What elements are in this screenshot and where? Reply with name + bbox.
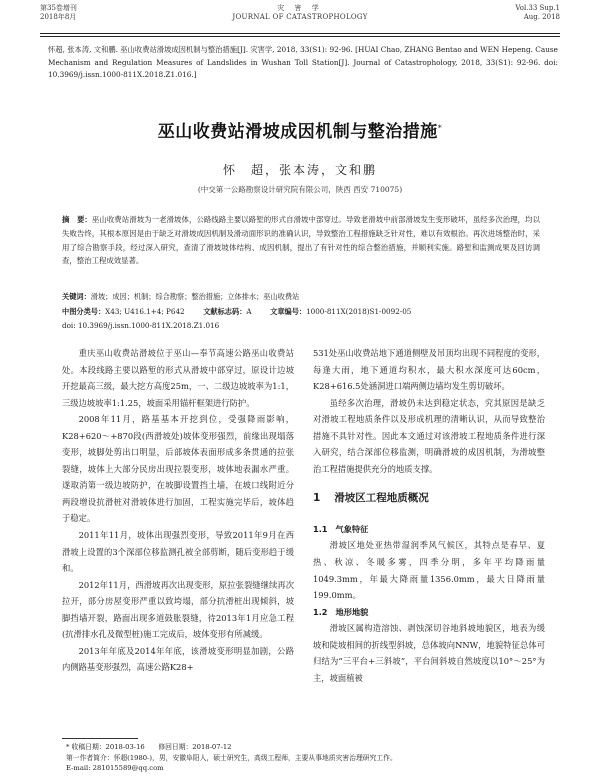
subsection-title: 气象特征 <box>335 523 369 534</box>
body-column-left <box>62 345 294 676</box>
header-journal-cn: 灾 害 学 <box>277 4 323 12</box>
body-paragraph: 2008年11月，路基基本开挖到位，受强降雨影响，K28+620～+870段(西滑坡处)坡体变形强烈，前缘出现塌落变形，坡脚处剪出口明显，后部坡体表面形成多条贯通的拉张裂缝，坡体上大部分民房出现拉裂变形，坡体地表漏水严重。遂取消第一级边坡防护，在坡脚设置挡土墙，在坡口线附近分两段增设抗滑桩对滑坡体进行加固，工程实施完毕后，坡体趋于稳定。 <box>62 414 294 524</box>
footnote-email: E-mail: 281015589@qq.com <box>66 764 164 772</box>
body-column-right <box>313 345 545 686</box>
body-paragraph: 滑坡区属构造溶蚀、剥蚀深切谷地斜坡地貌区，地表为缓坡和陡坡相间的折线型斜坡，总体坡向NNW，地貌特征总体可归结为“三平台+三斜坡”，平台间斜坡自然坡度以10°～25°为主，坡面植被 <box>313 623 545 683</box>
abstract <box>62 213 540 268</box>
body-paragraph: 2012年11月，西滑坡再次出现变形，原拉张裂缝继续再次拉开，部分房屋变形严重以致垮塌，部分抗滑桩出现倾斜，坡脚挡墙开裂，路面出现多道鼓胀裂缝，待2013年1月应急工程(抗滑排水孔及微型桩)施工完成后，坡体变形有所减缓。 <box>62 579 294 640</box>
article-title-text: 巫山收费站滑坡成因机制与整治措施 <box>157 122 438 142</box>
doi-line <box>62 321 540 331</box>
subsection-heading <box>313 604 545 621</box>
header-date: 2018年8月 <box>40 13 77 21</box>
section-heading <box>313 490 545 507</box>
affiliation: (中交第一公路勘察设计研究院有限公司，陕西 西安 710075) <box>197 185 403 194</box>
header-date-en: Aug. 2018 <box>523 13 560 21</box>
subsection-number: 1.2 <box>313 606 328 617</box>
keywords-text: 滑坡；成因；机制；综合勘察；整治措施；立体排水；巫山收费站 <box>90 292 300 301</box>
footnote-rule <box>62 738 138 739</box>
footnote-author-bio: 第一作者简介：怀超(1980-)，男，安徽阜阳人，硕士研究生，高级工程师，主要从事地质灾害治理研究工作。 <box>66 753 397 762</box>
clc-label: 中图分类号： <box>62 307 106 316</box>
header-volume: 第35卷增刊 <box>40 4 77 12</box>
header-vol-en: Vol.33 Sup.1 <box>515 4 560 12</box>
header-vol-en-block <box>515 4 560 22</box>
abstract-label: 摘 要： <box>62 215 92 224</box>
article-number-value: 1000-811X(2018)S1-0092-05 <box>306 307 412 316</box>
header-rule <box>40 33 560 34</box>
citation-block: 怀超, 张本涛, 文和鹏. 巫山收费站滑坡成因机制与整治措施[J]. 灾害学, 2018, 33(S1): 92-96. [HUAI Chao, ZHANG Bentao and WEN Hepeng. Cause Mechanism and Regulation Measures of Landslides in Wushan Toll Station[J]. Journal of Catastrophology, 2018, 33(S1): 92-96. doi: 10.3969/j.issn.1000-811X.2018.Z1.016.] <box>48 45 558 79</box>
keywords-line <box>62 292 540 302</box>
subsection-title: 地形地貌 <box>335 606 369 617</box>
doc-code-value: A <box>246 307 252 316</box>
body-paragraph: 重庆巫山收费站滑坡位于巫山—奉节高速公路巫山收费站处。本段线路主要以路堑的形式从滑坡中部穿过，原设计边坡开挖最高三级，最大挖方高度25m，一、二级边坡坡率为1:1，三级边坡坡率1:1.25，坡面采用锚杆框架进行防护。 <box>62 348 294 408</box>
keywords-label: 关键词： <box>62 292 91 301</box>
body-paragraph: 2013年年底及2014年年底，该滑坡变形明显加剧，公路内侧路基变形强烈，高速公路K28+ <box>62 645 294 673</box>
body-paragraph: 2011年11月，坡体出现强烈变形，导致2011年9月在西滑坡上设置的3个深部位移监测孔被全部剪断，随后变形趋于缓和。 <box>62 530 294 574</box>
doi-label: doi: <box>62 321 76 330</box>
header-journal-en: JOURNAL OF CATASTROPHOLOGY <box>232 13 368 21</box>
footnote-dates: * 收稿日期：2018-03-16 修回日期：2018-07-12 <box>66 743 232 751</box>
header-journal-block <box>40 4 560 22</box>
section-number: 1 <box>313 492 321 505</box>
body-paragraph-continued: 531处巫山收费站地下通道侧壁及吊顶均出现不同程度的变形，每逢大雨，地下通道均积水，最大积水深度可达60cm，K28+616.5处涵洞进口端两侧边墙均发生剪切破坏。 <box>313 348 545 392</box>
body-paragraph: 滑坡区地处亚热带湿润季风气候区，其特点是春早、夏热、秋凉、冬暖多雾，四季分明，多年平均降雨量1049.3mm，年最大降雨量1356.0mm，最大日降雨量199.0mm。 <box>313 540 545 601</box>
article-number-label: 文章编号： <box>270 307 307 316</box>
subsection-number: 1.1 <box>313 523 328 534</box>
running-header <box>40 4 560 30</box>
doi-value: 10.3969/j.issn.1000-811X.2018.Z1.016 <box>77 321 220 330</box>
clc-value: X43; U416.1+4; P642 <box>105 307 185 316</box>
title-footnote-mark: * <box>437 123 443 133</box>
body-paragraph: 虽经多次治理，滑坡仍未达到稳定状态，究其原因是缺乏对滑坡工程地质条件以及形成机理的清晰认识，从而导致整治措施不具针对性。因此本文通过对该滑坡工程地质条件进行深入研究，结合深部位移监测，明确滑坡的成因机制，为滑坡整治工程措施提供充分的地质支撑。 <box>313 397 545 474</box>
header-rule-thin <box>40 36 560 37</box>
article-title <box>0 117 600 142</box>
footnote <box>66 742 560 774</box>
section-title: 滑坡区工程地质概况 <box>334 492 429 505</box>
doc-code-label: 文献标志码： <box>203 307 247 316</box>
classification-line <box>62 307 540 317</box>
subsection-heading <box>313 521 545 538</box>
author-list: 怀 超，张本涛，文和鹏 <box>222 163 377 177</box>
abstract-text: 巫山收费站滑坡为一老滑坡体，公路线路主要以路堑的形式自滑坡中部穿过。导致老滑坡中前部滑坡发生变形破坏，虽经多次治理，均以失败告终，其根本原因是由于缺乏对滑坡成因机制及滑动面形识的准确认识，导致整治工程措施缺乏针对性，难以有效根治。再次进场整治时，采用了综合勘察手段，经过深入研究，查清了滑坡坡体结构、成因机制，提出了有针对性的综合整治措施，并顺利实施。路堑和监测成果及回访调查，整治工程成效显著。 <box>62 215 540 266</box>
